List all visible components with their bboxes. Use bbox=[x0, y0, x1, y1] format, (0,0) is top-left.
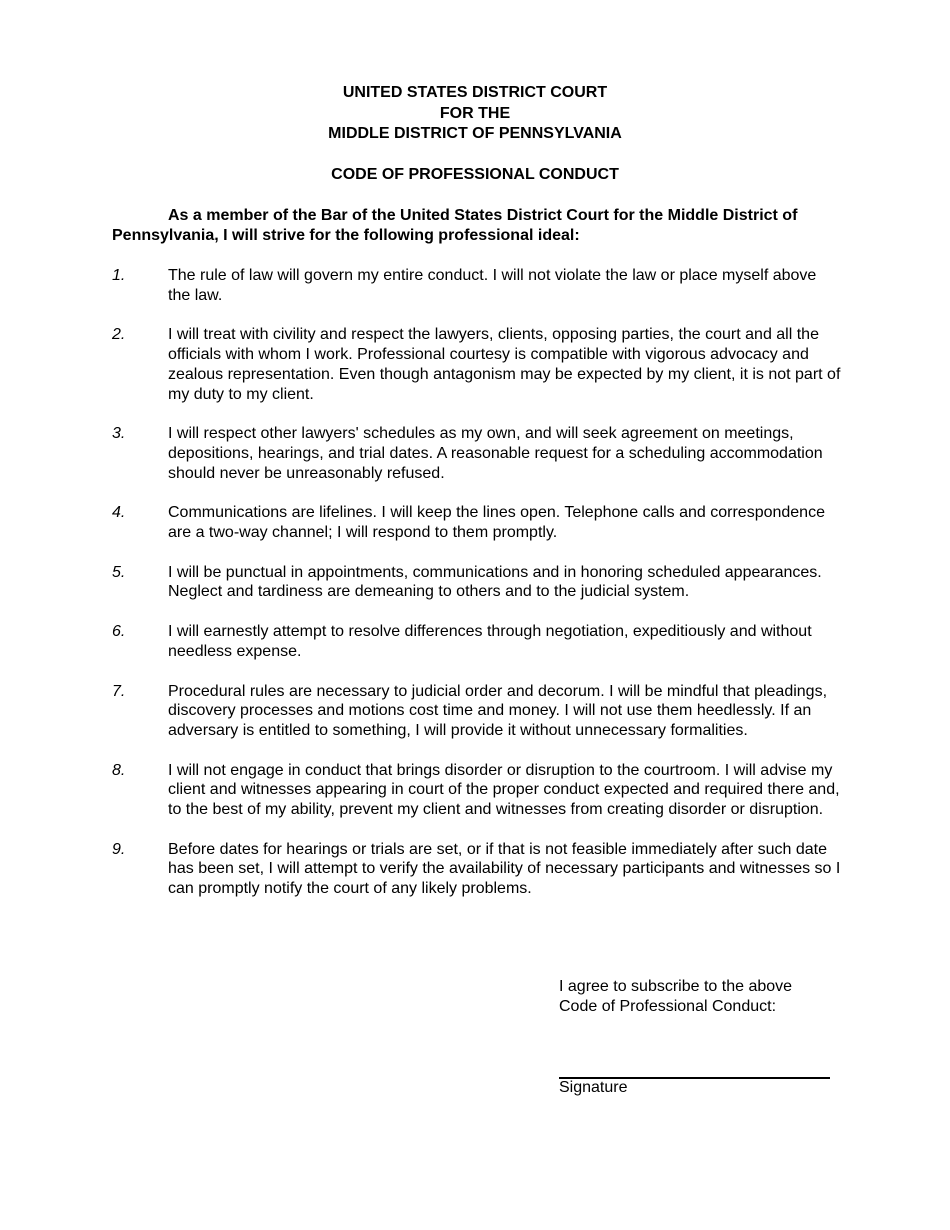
agreement-line-2: Code of Professional Conduct: bbox=[559, 997, 777, 1015]
item-text: Procedural rules are necessary to judicial order and decorum. I will be mindful that pleadings, discovery processes and motions cost time and money. I will not use them heedlessly. If an adversary is entitled to something, I will provide it without unnecessary formalities. bbox=[168, 682, 828, 739]
item-text: I will be punctual in appointments, communications and in honoring scheduled appearances. Neglect and tardiness are demeaning to others and to the judicial system. bbox=[168, 563, 822, 601]
list-item bbox=[112, 325, 842, 404]
list-item bbox=[112, 682, 842, 741]
court-name: UNITED STATES DISTRICT COURT bbox=[342, 84, 608, 101]
item-number: 1. bbox=[112, 267, 126, 284]
item-text: I will earnestly attempt to resolve differences through negotiation, expeditiously and without needless expense. bbox=[168, 623, 812, 660]
item-number: 5. bbox=[112, 563, 126, 581]
agreement-statement bbox=[559, 977, 839, 1016]
agreement-line-1: I agree to subscribe to the above bbox=[559, 978, 793, 995]
item-number: 9. bbox=[112, 840, 126, 858]
item-number: 3. bbox=[112, 425, 126, 443]
list-item bbox=[112, 840, 842, 899]
conduct-list bbox=[112, 266, 842, 919]
item-text: Communications are lifelines. I will keep the lines open. Telephone calls and correspondence are a two-way channel; I will respond to them promptly. bbox=[168, 504, 825, 542]
item-number: 2. bbox=[112, 326, 126, 344]
item-text: The rule of law will govern my entire conduct. I will not violate the law or place myself above the law. bbox=[168, 267, 817, 304]
list-item bbox=[112, 266, 842, 305]
item-number: 6. bbox=[112, 623, 126, 641]
preamble: As a member of the Bar of the United States District Court for the Middle District of Pennsylvania, I will strive for the following professional ideal: bbox=[112, 207, 798, 244]
item-text: Before dates for hearings or trials are set, or if that is not feasible immediately after such date has been set, I will attempt to verify the availability of necessary participants and witnesses so I can promptly notify the court of any likely problems. bbox=[168, 840, 841, 898]
court-for-the: FOR THE bbox=[439, 104, 511, 122]
court-header bbox=[0, 83, 950, 145]
list-item bbox=[112, 503, 842, 542]
court-district: MIDDLE DISTRICT OF PENNSYLVANIA bbox=[328, 125, 622, 142]
list-item bbox=[112, 563, 842, 602]
item-text: I will not engage in conduct that brings disorder or disruption to the courtroom. I will advise my client and witnesses appearing in court of the proper conduct expected and required there and, to the best of my ability, prevent my client and witnesses from creating disorder or disruption. bbox=[168, 761, 840, 819]
list-item bbox=[112, 761, 842, 820]
item-number: 8. bbox=[112, 761, 126, 779]
item-number: 4. bbox=[112, 504, 126, 522]
list-item bbox=[112, 622, 842, 661]
item-number: 7. bbox=[112, 682, 126, 700]
item-text: I will respect other lawyers' schedules as my own, and will seek agreement on meetings, depositions, hearings, and trial dates. A reasonable request for a scheduling accommodation should never be unreasonably refused. bbox=[168, 425, 823, 482]
list-item bbox=[112, 424, 842, 483]
item-text: I will treat with civility and respect the lawyers, clients, opposing parties, the court and all the officials with whom I work. Professional courtesy is compatible with vigorous advocacy and zealous representation. Even though antagonism may be expected by my client, it is not part of my duty to my client. bbox=[168, 326, 841, 403]
signature-label: Signature bbox=[559, 1079, 628, 1096]
document-title: CODE OF PROFESSIONAL CONDUCT bbox=[331, 166, 619, 183]
